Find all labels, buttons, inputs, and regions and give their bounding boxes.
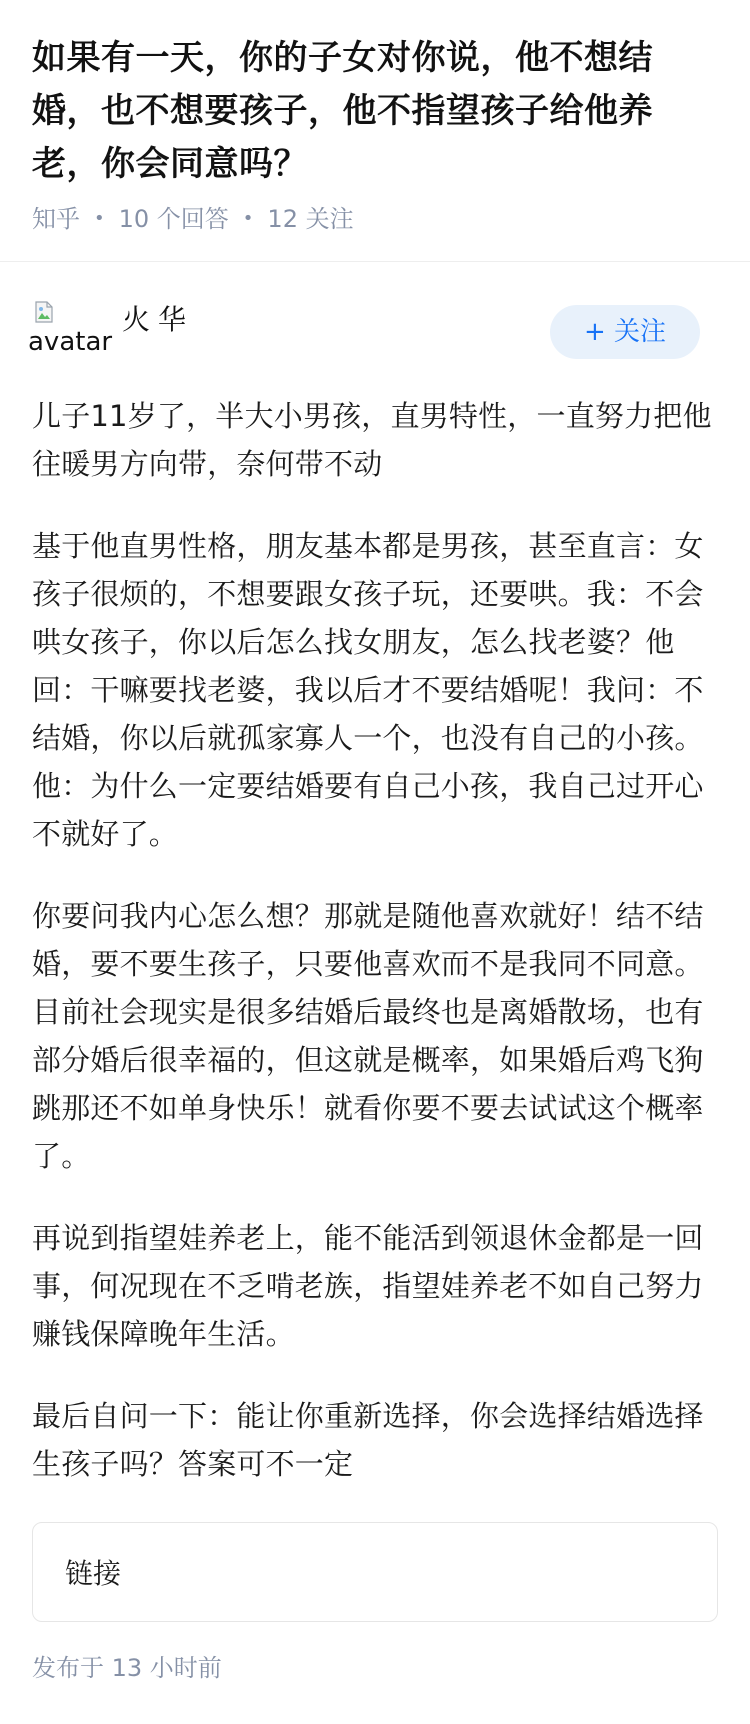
answer-count[interactable]: 10 个回答 <box>118 205 229 233</box>
author-name[interactable]: 火华 <box>122 303 195 336</box>
meta-separator: • <box>94 208 105 229</box>
question-meta <box>32 201 718 237</box>
answer-paragraph-5: 最后自问一下：能让你重新选择，你会选择结婚选择生孩子吗？答案可不一定 <box>32 1399 704 1481</box>
answer-paragraph-3: 你要问我内心怎么想？那就是随他喜欢就好！结不结婚，要不要生孩子，只要他喜欢而不是我同不同意。目前社会现实是很多结婚后最终也是离婚散场，也有部分婚后很幸福的，但这就是概率，如果婚后鸡飞狗跳那还不如单身快乐！就看你要不要去试试这个概率了。 <box>32 899 704 1173</box>
avatar-alt-text: avatar <box>28 327 113 357</box>
link-card[interactable] <box>32 1522 718 1622</box>
answer-card <box>0 262 750 1686</box>
author-info <box>28 290 195 374</box>
answer-content <box>32 392 718 1488</box>
publish-time: 发布于 13 小时前 <box>32 1654 222 1682</box>
avatar[interactable] <box>28 296 113 364</box>
answer-paragraph-4: 再说到指望娃养老上，能不能活到领退休金都是一回事，何况现在不乏啃老族，指望娃养老不如自己努力赚钱保障晚年生活。 <box>32 1221 704 1351</box>
site-name: 知乎 <box>32 205 80 233</box>
question-title[interactable]: 如果有一天，你的子女对你说，他不想结婚，也不想要孩子，他不指望孩子给他养老，你会同意吗？ <box>32 38 653 184</box>
follower-count[interactable]: 12 关注 <box>267 205 354 233</box>
answer-paragraph-1: 儿子11岁了，半大小男孩，直男特性，一直努力把他往暖男方向带，奈何带不动 <box>32 399 712 481</box>
author-row <box>28 290 718 374</box>
question-header <box>0 0 750 262</box>
meta-separator: • <box>242 208 254 229</box>
link-label: 链接 <box>65 1557 122 1590</box>
answer-paragraph-2: 基于他直男性格，朋友基本都是男孩，甚至直言：女孩子很烦的，不想要跟女孩子玩，还要哄。我：不会哄女孩子，你以后怎么找女朋友，怎么找老婆？他回：干嘛要找老婆，我以后才不要结婚呢！我问：不结婚，你以后就孤家寡人一个，也没有自己的小孩。他：为什么一定要结婚要有自己小孩，我自己过开心不就好了。 <box>32 529 704 851</box>
follow-button[interactable]: + 关注 <box>550 305 700 359</box>
